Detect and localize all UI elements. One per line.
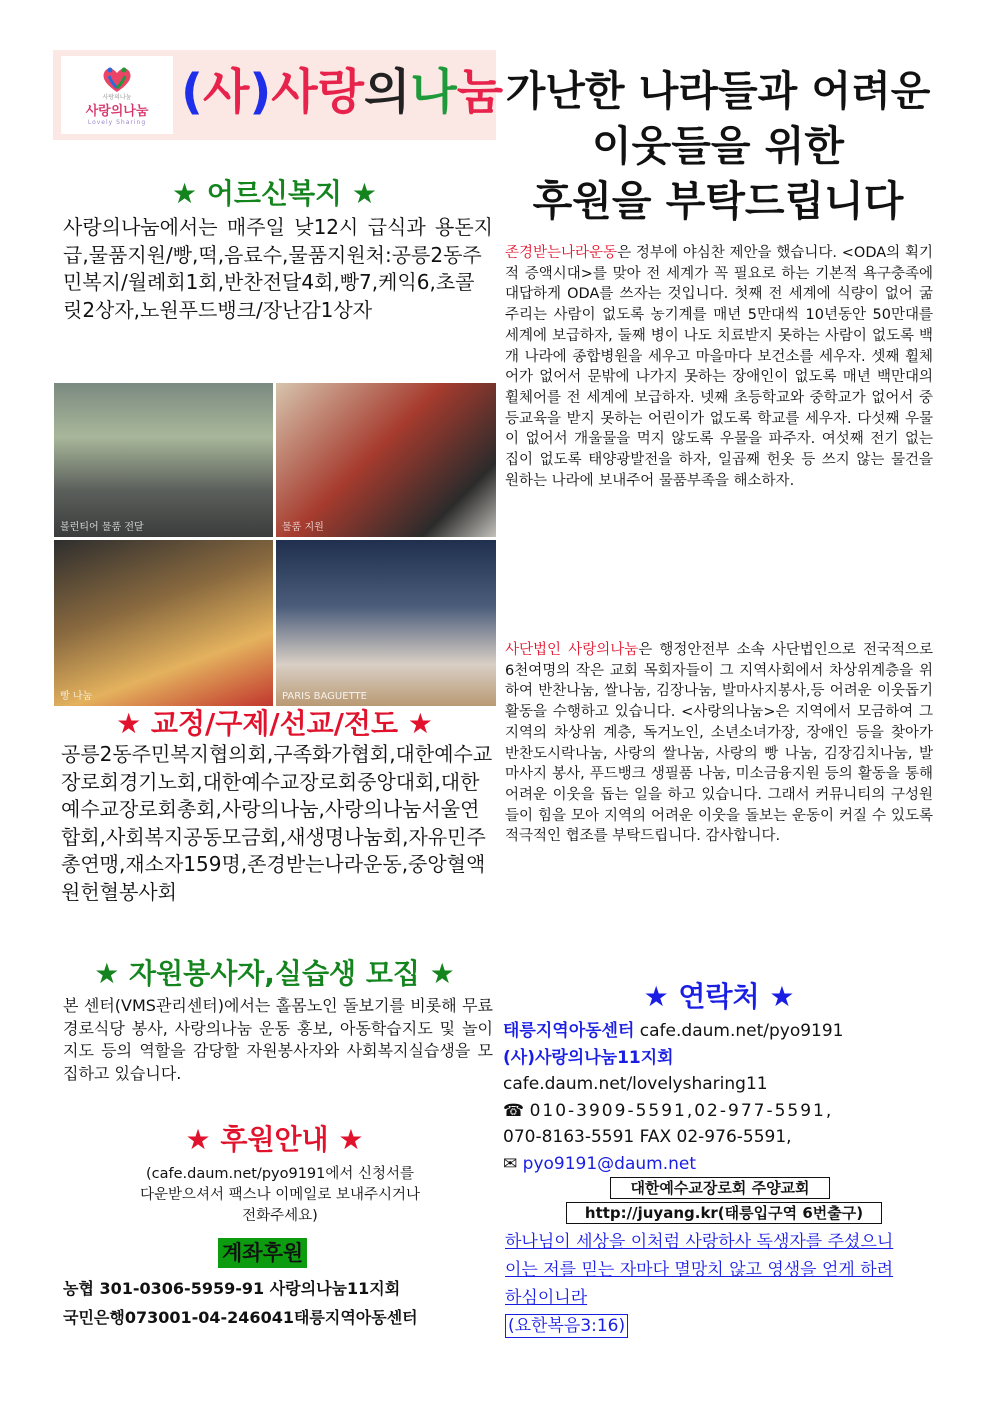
respected-nation-campaign-text — [505, 243, 933, 491]
center-url: cafe.daum.net/pyo9191 — [639, 1021, 844, 1041]
fax-line: 070-8163-5591 FAX 02-976-5591, — [503, 1127, 792, 1147]
headline-line: 가난한 나라들과 어려운 — [505, 67, 931, 115]
verse-line: 이는 저를 믿는 자마다 멸망치 않고 영생을 얻게 하려 — [505, 1260, 894, 1280]
page-headline — [503, 64, 933, 229]
donation-guide-text — [80, 1164, 480, 1227]
verse-line: 하심이니라 — [505, 1288, 588, 1308]
center-name: 태릉지역아동센터 — [503, 1021, 635, 1041]
photo-caption: 물품 지원 — [282, 522, 324, 533]
org-header-banner — [53, 50, 504, 140]
org-description-text — [505, 640, 933, 847]
campaign-body: 은 정부에 야심찬 제안을 했습니다. <ODA의 획기적 증액시대>를 맞아 전 세계가 꼭 필요로 하는 기본적 욕구충족에 대답하게 ODA를 쓰자는 것입니다. 첫째 전 세계에 식량이 없어 굶주리는 사람이 없도록 농기계를 매년 5만대씩 10년동안 50만대를 세계에 보급하자, 둘째 병이 나도 치료받지 못하는 사람이 없도록 백개 나라에 종합병원을 세우고 마을마다 보건소를 세우자. 셋째 휠체어가 없어서 문밖에 나가지 못하는 장애인이 없도록 매년 백만대의 휠체어를 전 세계에 보급하자. 넷째 초등학교와 중학교가 없어서 중등교육을 받지 못하는 어린이가 없도록 학교를 세우자. 다섯째 우물이 없어서 개울물을 먹지 않도록 우물을 파주자. 여섯째 전기 없는 집이 없도록 태양광발전을 하자, 일곱째 헌옷 등 쓰지 않는 물건을 원하는 나라에 보내주어 물품부족을 해소하자. — [505, 245, 933, 489]
contact-phone-line — [503, 1098, 933, 1125]
org-logo — [61, 56, 173, 134]
contact-heading: ★ 연락처 ★ — [643, 980, 795, 1013]
church-name-box: 대한예수교장로회 주양교회 — [610, 1177, 830, 1199]
org-title-rang: 사랑 — [271, 64, 364, 120]
donation-guide-line: 다운받으셔서 팩스나 이메일로 보내주시거나 — [140, 1187, 420, 1203]
heart-people-icon — [99, 64, 135, 94]
correction-relief-heading: ★ 교정/구제/선교/전도 ★ — [116, 707, 433, 740]
logo-small-text: 사랑의나눔 — [102, 94, 132, 101]
org-title — [181, 56, 503, 128]
org-title-num: 눔 — [456, 64, 504, 120]
paris-baguette-photo — [276, 540, 496, 706]
verse-line: 하나님이 세상을 이처럼 사랑하사 독생자를 주셨으니 — [505, 1232, 894, 1252]
photo-caption: 빵 나눔 — [60, 691, 93, 702]
church-url-box[interactable]: http://juyang.kr(태릉입구역 6번출구) — [566, 1202, 882, 1224]
branch-url: cafe.daum.net/lovelysharing11 — [503, 1074, 768, 1094]
volunteer-recruit-heading: ★ 자원봉사자,실습생 모집 ★ — [94, 957, 455, 990]
org-title-ui: 의 — [364, 64, 411, 120]
mail-icon: ✉ — [503, 1153, 518, 1174]
contact-email-line — [503, 1151, 933, 1178]
contact-center-line — [503, 1018, 933, 1045]
photo-caption: 볼런티어 물품 전달 — [60, 522, 144, 533]
bible-verse — [505, 1228, 935, 1340]
phone-icon: ☎ — [503, 1100, 525, 1121]
photo-caption: PARIS BAGUETTE — [282, 691, 367, 702]
bank-account-kookmin: 국민은행073001-04-246041태릉지역아동센터 — [63, 1308, 418, 1327]
contact-info — [503, 1018, 933, 1177]
donation-guide-line: 전화주세요) — [242, 1208, 318, 1224]
org-title-na: 나 — [410, 64, 457, 120]
food-truck-photo — [54, 383, 273, 537]
org-title-paren-open: ( — [181, 64, 203, 120]
correction-relief-text: 공릉2동주민복지협의회,구족화가협회,대한예수교장로회경기노회,대한예수교장로회중앙대회,대한예수교장로회총회,사랑의나눔,사랑의나눔서울연합회,사회복지공동모금회,새생명나눔회,자유민주총연맹,재소자159명,존경받는나라운동,중앙혈액원헌혈봉사회 — [61, 742, 493, 904]
account-donation-badge: 계좌후원 — [218, 1238, 307, 1268]
logo-name: 사랑의나눔 — [85, 104, 149, 119]
activity-photo-grid — [54, 383, 496, 706]
logo-subtitle: Lovely Sharing — [87, 119, 147, 126]
bank-account-nonghyup: 농협 301-0306-5959-91 사랑의나눔11지회 — [63, 1279, 401, 1298]
org-lead: 사단법인 사랑의나눔 — [505, 642, 639, 658]
org-body: 은 행정안전부 소속 사단법인으로 전국적으로 6천여명의 작은 교회 목회자들이 그 지역사회에서 차상위계층을 위하여 반찬나눔, 쌀나눔, 김장나눔, 발마사지봉사,등 어려운 이웃돕기 활동을 수행하고 있습니다. <사랑의나눔>은 지역에서 모금하여 그 지역의 차상위 계층, 독거노인, 소년소녀가장, 장애인 등을 찾아가 반찬도시락나눔, 사랑의 쌀나눔, 사랑의 빵 나눔, 김장김치나눔, 발마사지 봉사, 푸드뱅크 생필품 나눔, 미소금융지원 등의 활동을 통해 어려운 이웃을 돕는 일을 하고 있습니다. 그래서 커뮤니티의 구성원들이 힘을 모아 지역의 어려운 이웃을 돌보는 운동이 커질 수 있도록 적극적인 협조를 부탁드립니다. 감사합니다. — [505, 642, 934, 845]
elderly-welfare-text: 사랑의나눔에서는 매주일 낮12시 급식과 용돈지급,물품지원/빵,떡,음료수,물품지원처:공릉2동주민복지/월례회1회,반찬전달4회,빵7,케익6,초콜릿2상자,노원푸드뱅크/장난감1상자 — [63, 215, 493, 322]
org-title-paren-close: ) — [249, 64, 272, 120]
bread-boxes-photo — [54, 540, 273, 706]
elderly-welfare-heading: ★ 어르신복지 ★ — [172, 177, 377, 210]
email-address: pyo9191@daum.net — [522, 1153, 697, 1174]
donation-guide-line: (cafe.daum.net/pyo9191에서 신청서를 — [145, 1166, 415, 1182]
campaign-lead: 존경받는나라운동 — [505, 245, 618, 261]
phone-numbers: 010-3909-5591,02-977-5591, — [529, 1100, 834, 1121]
headline-line: 후원을 부탁드립니다 — [532, 177, 904, 225]
volunteer-selfie-photo — [276, 383, 496, 537]
branch-name: (사)사랑의나눔11지회 — [503, 1047, 674, 1068]
org-title-sa: 사 — [202, 64, 250, 120]
donation-guide-heading: ★ 후원안내 ★ — [185, 1123, 364, 1156]
verse-reference: (요한복음3:16) — [505, 1314, 628, 1338]
headline-line: 이웃들을 위한 — [592, 122, 844, 170]
contact-branch-line — [503, 1045, 933, 1072]
volunteer-recruit-text: 본 센터(VMS관리센터)에서는 홀몸노인 돌보기를 비롯해 무료경로식당 봉사, 사랑의나눔 운동 홍보, 아동학습지도 및 놀이지도 등의 역할을 감당할 자원봉사자와 사회복지실습생을 모집하고 있습니다. — [63, 996, 493, 1083]
